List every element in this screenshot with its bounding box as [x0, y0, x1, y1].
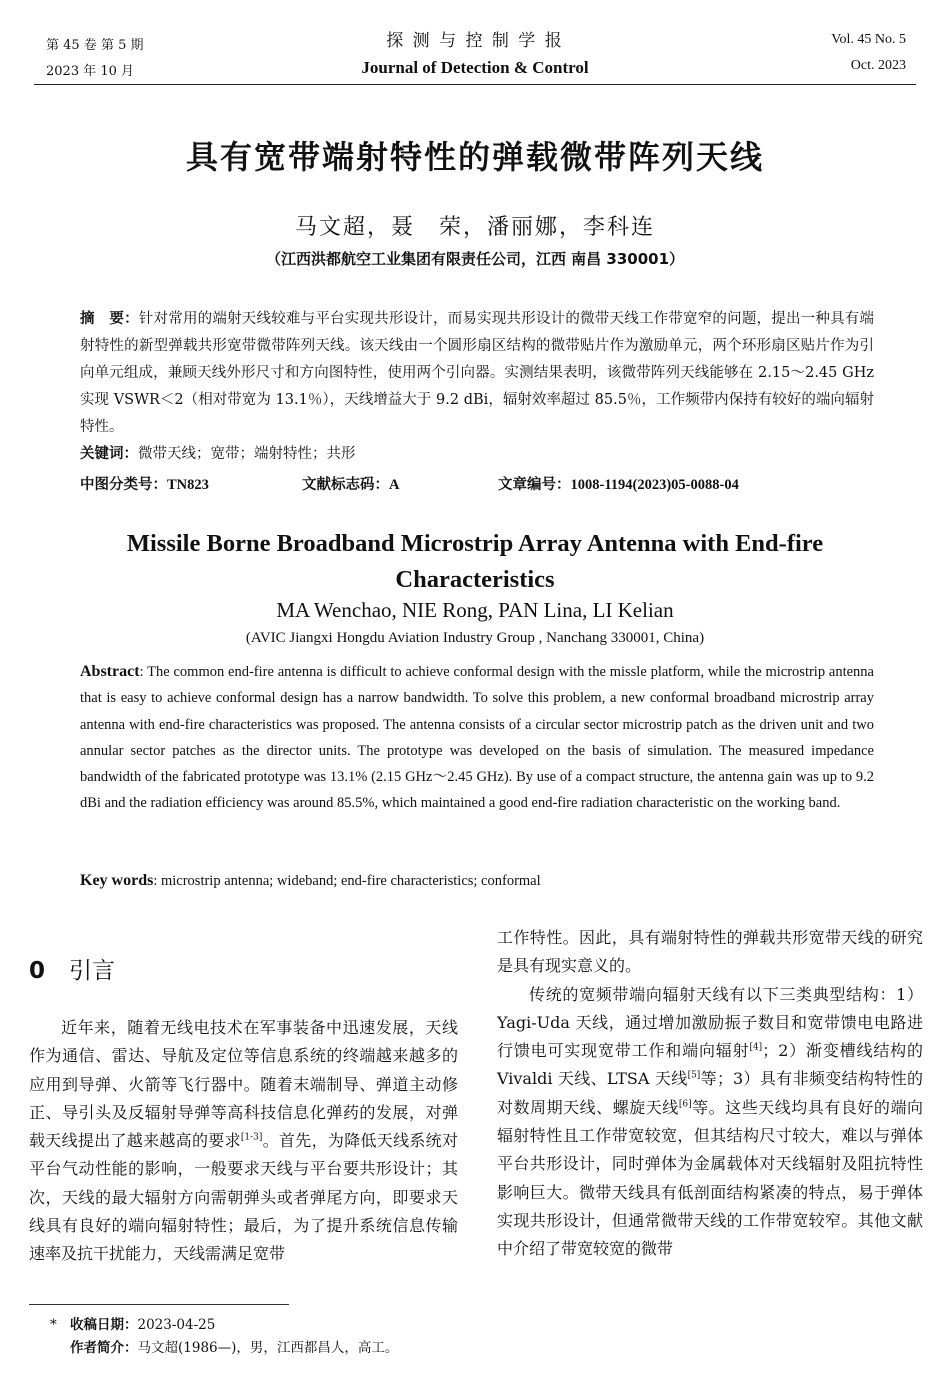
body-text: 近年来，随着无线电技术在军事装备中迅速发展，天线作为通信、雷达、导航及定位等信息系统的终端越来越多的应用到导弹、火箭等飞行器中。随着末端制导、弹道主动修正、导引头及反辐射导弹等高科技信息化弹药的发展，对弹载天线提出了越来越高的要求 — [29, 1018, 458, 1151]
date-cn: 2023 年 10 月 — [46, 64, 135, 79]
clc-number — [80, 473, 209, 494]
header-rule — [34, 84, 916, 85]
volume-issue-en: Vol. 45 No. 5 — [831, 32, 906, 47]
citation[interactable]: [1-3] — [240, 1132, 263, 1143]
authors-cn: 马文超，聂 荣，潘丽娜，李科连 — [294, 215, 655, 240]
document-code — [302, 473, 399, 494]
keywords-en-label: Key words — [80, 872, 154, 889]
authors-en: MA Wenchao, NIE Rong, PAN Lina, LI Kelian — [276, 598, 674, 622]
paper-title-en: Missile Borne Broadband Microstrip Array Antenna with End-fire Characteristics — [126, 530, 824, 593]
citation[interactable]: [4] — [749, 1042, 763, 1053]
clc-value: TN823 — [167, 477, 209, 493]
footnote-author — [50, 1337, 398, 1360]
keywords-cn-label: 关键词： — [80, 446, 138, 462]
article-label: 文章编号： — [498, 477, 571, 493]
abstract-en-sep: : — [139, 664, 148, 680]
clc-label: 中图分类号： — [80, 477, 167, 493]
keywords-cn-text: 微带天线；宽带；端射特性；共形 — [138, 446, 356, 462]
paragraph — [29, 1014, 458, 1269]
journal-name-cn: 探 测 与 控 制 学 报 — [386, 31, 564, 51]
volume-issue-cn: 第 45 卷 第 5 期 — [46, 38, 144, 53]
date-en: Oct. 2023 — [850, 58, 906, 73]
keywords-en-text: microstrip antenna; wideband; end-fire characteristics; conformal — [160, 873, 541, 889]
abstract-en-text: The common end-fire antenna is difficult to achieve conformal design with the missle platform, while the microstrip antenna that is easy to achieve conformal design has a narrow bandwidth. To solve this problem, a new conformal broadband microstrip array antenna with end-fire characteristics was proposed. The antenna consists of a circular sector microstrip patch as the driven unit and two annular sector patches as the director units. The prototype was developed on the basis of simulation. The measured impedance bandwidth of the fabricated prototype was 13.1% (2.15 GHz～2.45 GHz). By use of a compact structure, the antenna gain was up to 9.2 dBi and the radiation efficiency was around 85.5%, which maintained a good end-fire radiation characteristic on the working band. — [80, 664, 874, 812]
body-text: ；2）渐变槽线结构的 Vivaldi 天线、LTSA 天线 — [497, 1041, 923, 1089]
author-bio-label: 作者简介： — [70, 1340, 138, 1356]
footnote-star: * — [50, 1317, 57, 1333]
section-number: 0 — [29, 958, 46, 984]
article-value: 1008-1194(2023)05-0088-04 — [570, 477, 739, 493]
section-heading — [29, 952, 115, 985]
affiliation-cn: （江西洪都航空工业集团有限责任公司，江西 南昌 330001） — [265, 250, 685, 268]
journal-name-en: Journal of Detection & Control — [361, 58, 589, 77]
body-right-column — [497, 924, 923, 1264]
affiliation-en: (AVIC Jiangxi Hongdu Aviation Industry Group , Nanchang 330001, China) — [245, 630, 705, 646]
footnote-rule — [29, 1304, 289, 1305]
paragraph — [497, 981, 923, 1264]
author-bio-value: 马文超(1986—)，男，江西都昌人，高工。 — [137, 1340, 399, 1356]
abstract-cn-label: 摘 要： — [80, 311, 139, 327]
abstract-cn — [80, 306, 874, 441]
body-text: 等。这些天线均具有良好的端向辐射特性且工作带宽较宽，但其结构尺寸较大，难以与弹体平台共形设计，同时弹体为金属载体对天线辐射及阻抗特性影响巨大。微带天线具有低剖面结构紧凑的特点，易于弹体实现共形设计，但通常微带天线的工作带宽较窄。其他文献中介绍了带宽较宽的微带 — [497, 1097, 923, 1259]
keywords-en-sep: : — [153, 873, 161, 889]
body-text: 等；3）具有非频变结构特性的对数周期天线、螺旋天线 — [497, 1069, 923, 1117]
article-number — [498, 473, 739, 494]
abstract-en-label: Abstract — [80, 663, 140, 680]
citation[interactable]: [5] — [687, 1071, 701, 1082]
abstract-en — [80, 659, 874, 817]
body-left-column — [29, 1014, 458, 1269]
received-label: 收稿日期： — [70, 1317, 138, 1333]
doc-label: 文献标志码： — [302, 477, 389, 493]
doc-value: A — [389, 477, 400, 493]
received-value: 2023-04-25 — [137, 1317, 216, 1333]
body-text: 。首先，为降低天线系统对平台气动性能的影响，一般要求天线与平台要共形设计；其次，天线的最大辐射方向需朝弹头或者弹尾方向，即要求天线具有良好的端向辐射特性；最后，为了提升系统信息传输速率及抗干扰能力，天线需满足宽带 — [29, 1131, 458, 1264]
keywords-cn — [80, 442, 874, 463]
citation[interactable]: [6] — [678, 1099, 692, 1110]
paragraph: 工作特性。因此，具有端射特性的弹载共形宽带天线的研究是具有现实意义的。 — [497, 928, 923, 976]
keywords-en — [80, 872, 874, 890]
footnote — [50, 1314, 398, 1360]
abstract-cn-text: 针对常用的端射天线较难与平台实现共形设计，而易实现共形设计的微带天线工作带宽窄的问题，提出一种具有端射特性的新型弹载共形宽带微带阵列天线。该天线由一个圆形扇区结构的微带贴片作为激励单元，两个环形扇区贴片作为引向单元组成，兼顾天线外形尺寸和方向图特性，使用两个引向器。实测结果表明，该微带阵列天线能够在 2.15～2.45 GHz 实现 VSWR＜2（相对带宽为 13.1％），天线增益大于 9.2 dBi，辐射效率超过 85.5％，工作频带内保持有较好的端向辐射特性。 — [80, 311, 875, 435]
section-title: 引言 — [69, 958, 116, 984]
footnote-received — [50, 1314, 398, 1337]
paper-title-cn: 具有宽带端射特性的弹载微带阵列天线 — [185, 138, 764, 176]
body-text: 传统的宽频带端向辐射天线有以下三类典型结构：1）Yagi-Uda 天线，通过增加激励振子数目和宽带馈电电路进行馈电可实现宽带工作和端向辐射 — [497, 984, 923, 1061]
